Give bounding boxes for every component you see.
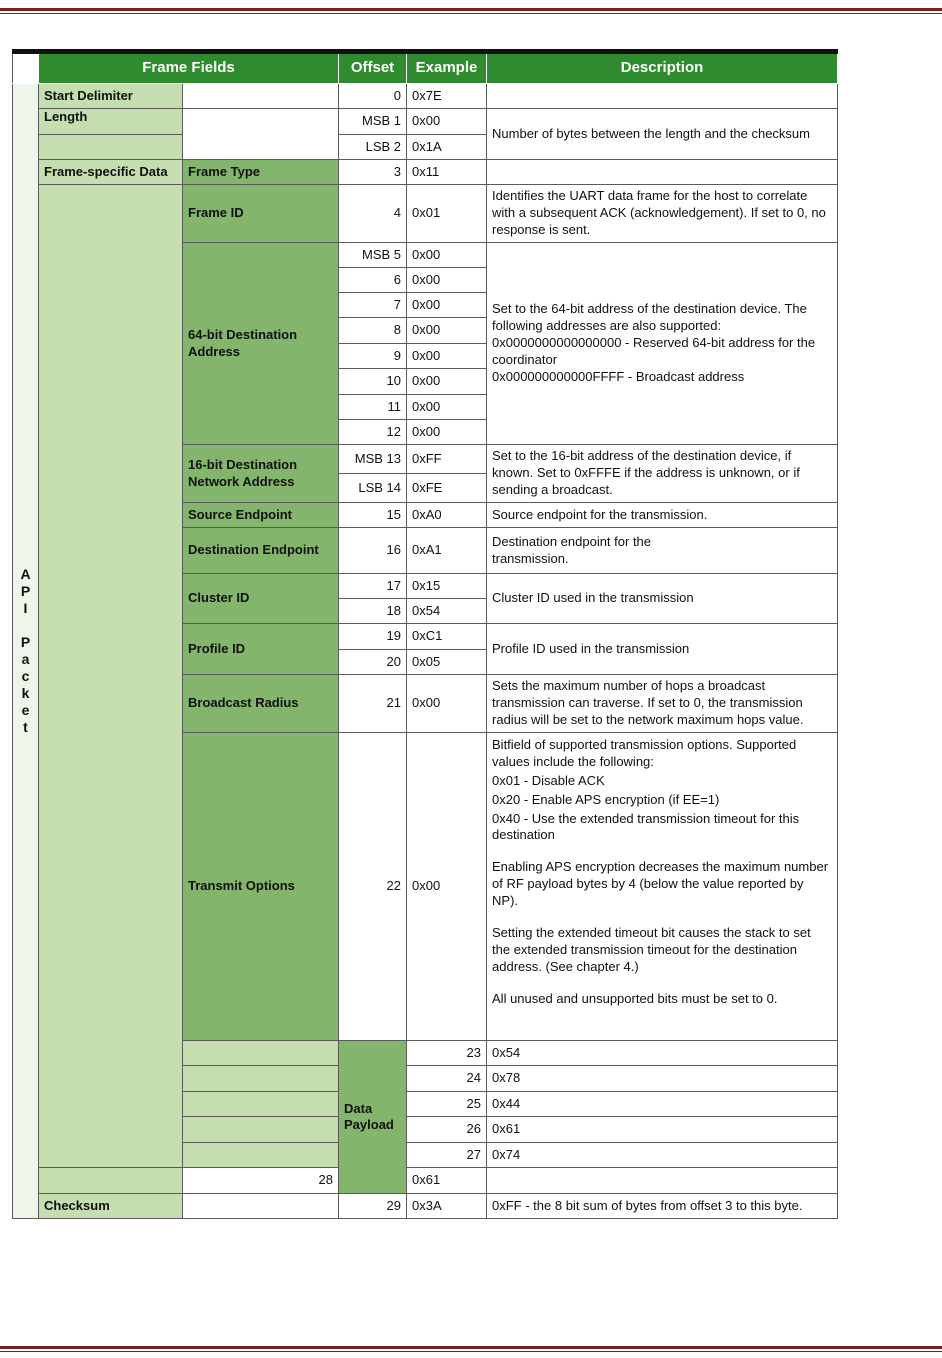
example-cell: 0x3A (407, 1194, 487, 1219)
api-packet-label: A P I P a c k e t (13, 84, 39, 1219)
field-data-payload: Data Payload (339, 1041, 407, 1194)
offset-cell: 7 (339, 293, 407, 318)
offset-cell: 28 (183, 1168, 339, 1194)
description-destination-endpoint: Destination endpoint for the transmission. (487, 528, 838, 574)
api-frame-table (12, 49, 838, 1219)
field-frame-specific-data: Frame-specific Data (39, 160, 183, 185)
example-cell: 0x00 (407, 268, 487, 293)
field-source-endpoint: Source Endpoint (183, 503, 339, 528)
header-description: Description (487, 52, 838, 84)
offset-cell: 26 (407, 1117, 487, 1143)
table-row (13, 160, 838, 185)
offset-cell: 19 (339, 624, 407, 650)
offset-cell: 18 (339, 599, 407, 624)
offset-cell: MSB 13 (339, 445, 407, 474)
offset-cell: 6 (339, 268, 407, 293)
description-profile-id: Profile ID used in the transmission (487, 624, 838, 675)
field-checksum: Checksum (39, 1194, 183, 1219)
field-cluster-id: Cluster ID (183, 574, 339, 624)
example-cell: 0x05 (407, 650, 487, 675)
offset-cell: LSB 2 (339, 135, 407, 160)
example-cell: 0x44 (487, 1092, 838, 1117)
description-frame-id: Identifies the UART data frame for the host to correlate with a subsequent ACK (acknowledgement). If set to 0, no response is sent. (487, 185, 838, 243)
header-corner (13, 52, 39, 84)
top-rule (0, 8, 942, 14)
table-header-row (13, 52, 838, 84)
offset-cell: 0 (339, 84, 407, 109)
example-cell: 0x78 (487, 1066, 838, 1092)
offset-cell: MSB 1 (339, 109, 407, 135)
offset-cell: 29 (339, 1194, 407, 1219)
example-cell: 0x00 (407, 675, 487, 733)
table-row (13, 84, 838, 109)
example-cell: 0x54 (487, 1041, 838, 1066)
example-cell: 0x00 (407, 395, 487, 420)
offset-cell: 20 (339, 650, 407, 675)
offset-cell: 10 (339, 369, 407, 395)
offset-cell: 24 (407, 1066, 487, 1092)
description-cluster-id: Cluster ID used in the transmission (487, 574, 838, 624)
offset-cell: 16 (339, 528, 407, 574)
description-transmit-options: Bitfield of supported transmission options. Supported values include the following: 0x01 - Disable ACK 0x20 - Enable APS encryption (if EE=1) 0x40 - Use the extended transmission timeout for this destination Enabling APS encryption decreases the maximum number of RF payload bytes by 4 (below the value reported by NP). Setting the extended timeout bit causes the stack to set the extended transmission timeout for the destination address. (See chapter 4.) All unused and unsupported bits must be set to 0. (487, 733, 838, 1041)
header-frame-fields: Frame Fields (39, 52, 339, 84)
offset-cell: 9 (339, 344, 407, 369)
offset-cell: 17 (339, 574, 407, 599)
example-cell: 0x00 (407, 420, 487, 445)
example-cell: 0xA0 (407, 503, 487, 528)
example-cell: 0x01 (407, 185, 487, 243)
offset-cell: 4 (339, 185, 407, 243)
field-16bit-destination: 16-bit Destination Network Address (183, 445, 339, 503)
description-checksum: 0xFF - the 8 bit sum of bytes from offset 3 to this byte. (487, 1194, 838, 1219)
example-cell: 0xFE (407, 474, 487, 503)
offset-cell: 21 (339, 675, 407, 733)
table-row (13, 109, 838, 135)
example-cell: 0x00 (407, 733, 487, 1041)
example-cell: 0xA1 (407, 528, 487, 574)
field-length: Length (39, 109, 183, 135)
example-cell: 0x7E (407, 84, 487, 109)
offset-cell: MSB 5 (339, 243, 407, 268)
offset-cell: 25 (407, 1092, 487, 1117)
example-cell: 0x61 (407, 1168, 487, 1194)
offset-cell: LSB 14 (339, 474, 407, 503)
offset-cell: 12 (339, 420, 407, 445)
example-cell: 0x00 (407, 109, 487, 135)
table-row (13, 1168, 838, 1194)
offset-cell: 22 (339, 733, 407, 1041)
field-64bit-destination: 64-bit Destination Address (183, 243, 339, 445)
description-64bit-destination: Set to the 64-bit address of the destination device. The following addresses are also supported: 0x0000000000000000 - Reserved 64-bit address for the coordinator 0x000000000000FFFF - Broadcast address (487, 243, 838, 445)
example-cell: 0xC1 (407, 624, 487, 650)
header-example: Example (407, 52, 487, 84)
example-cell: 0x61 (487, 1117, 838, 1143)
header-offset: Offset (339, 52, 407, 84)
example-cell: 0xFF (407, 445, 487, 474)
example-cell: 0x11 (407, 160, 487, 185)
description-source-endpoint: Source endpoint for the transmission. (487, 503, 838, 528)
offset-cell: 23 (407, 1041, 487, 1066)
offset-cell: 8 (339, 318, 407, 344)
table-row (13, 1194, 838, 1219)
field-frame-type: Frame Type (183, 160, 339, 185)
example-cell: 0x54 (407, 599, 487, 624)
example-cell: 0x74 (487, 1143, 838, 1168)
example-cell: 0x00 (407, 344, 487, 369)
field-frame-id: Frame ID (183, 185, 339, 243)
field-destination-endpoint: Destination Endpoint (183, 528, 339, 574)
field-broadcast-radius: Broadcast Radius (183, 675, 339, 733)
example-cell: 0x1A (407, 135, 487, 160)
offset-cell: 3 (339, 160, 407, 185)
table-row (13, 185, 838, 243)
example-cell: 0x00 (407, 318, 487, 344)
field-profile-id: Profile ID (183, 624, 339, 675)
description-broadcast-radius: Sets the maximum number of hops a broadcast transmission can traverse. If set to 0, the transmission radius will be set to the network maximum hops value. (487, 675, 838, 733)
example-cell: 0x00 (407, 293, 487, 318)
example-cell: 0x00 (407, 243, 487, 268)
offset-cell: 27 (407, 1143, 487, 1168)
example-cell: 0x15 (407, 574, 487, 599)
description-16bit-destination: Set to the 16-bit address of the destination device, if known. Set to 0xFFFE if the address is unknown, or if sending a broadcast. (487, 445, 838, 503)
offset-cell: 15 (339, 503, 407, 528)
offset-cell: 11 (339, 395, 407, 420)
field-transmit-options: Transmit Options (183, 733, 339, 1041)
field-start-delimiter: Start Delimiter (39, 84, 183, 109)
example-cell: 0x00 (407, 369, 487, 395)
bottom-rule (0, 1346, 942, 1352)
description-length: Number of bytes between the length and the checksum (487, 109, 838, 160)
